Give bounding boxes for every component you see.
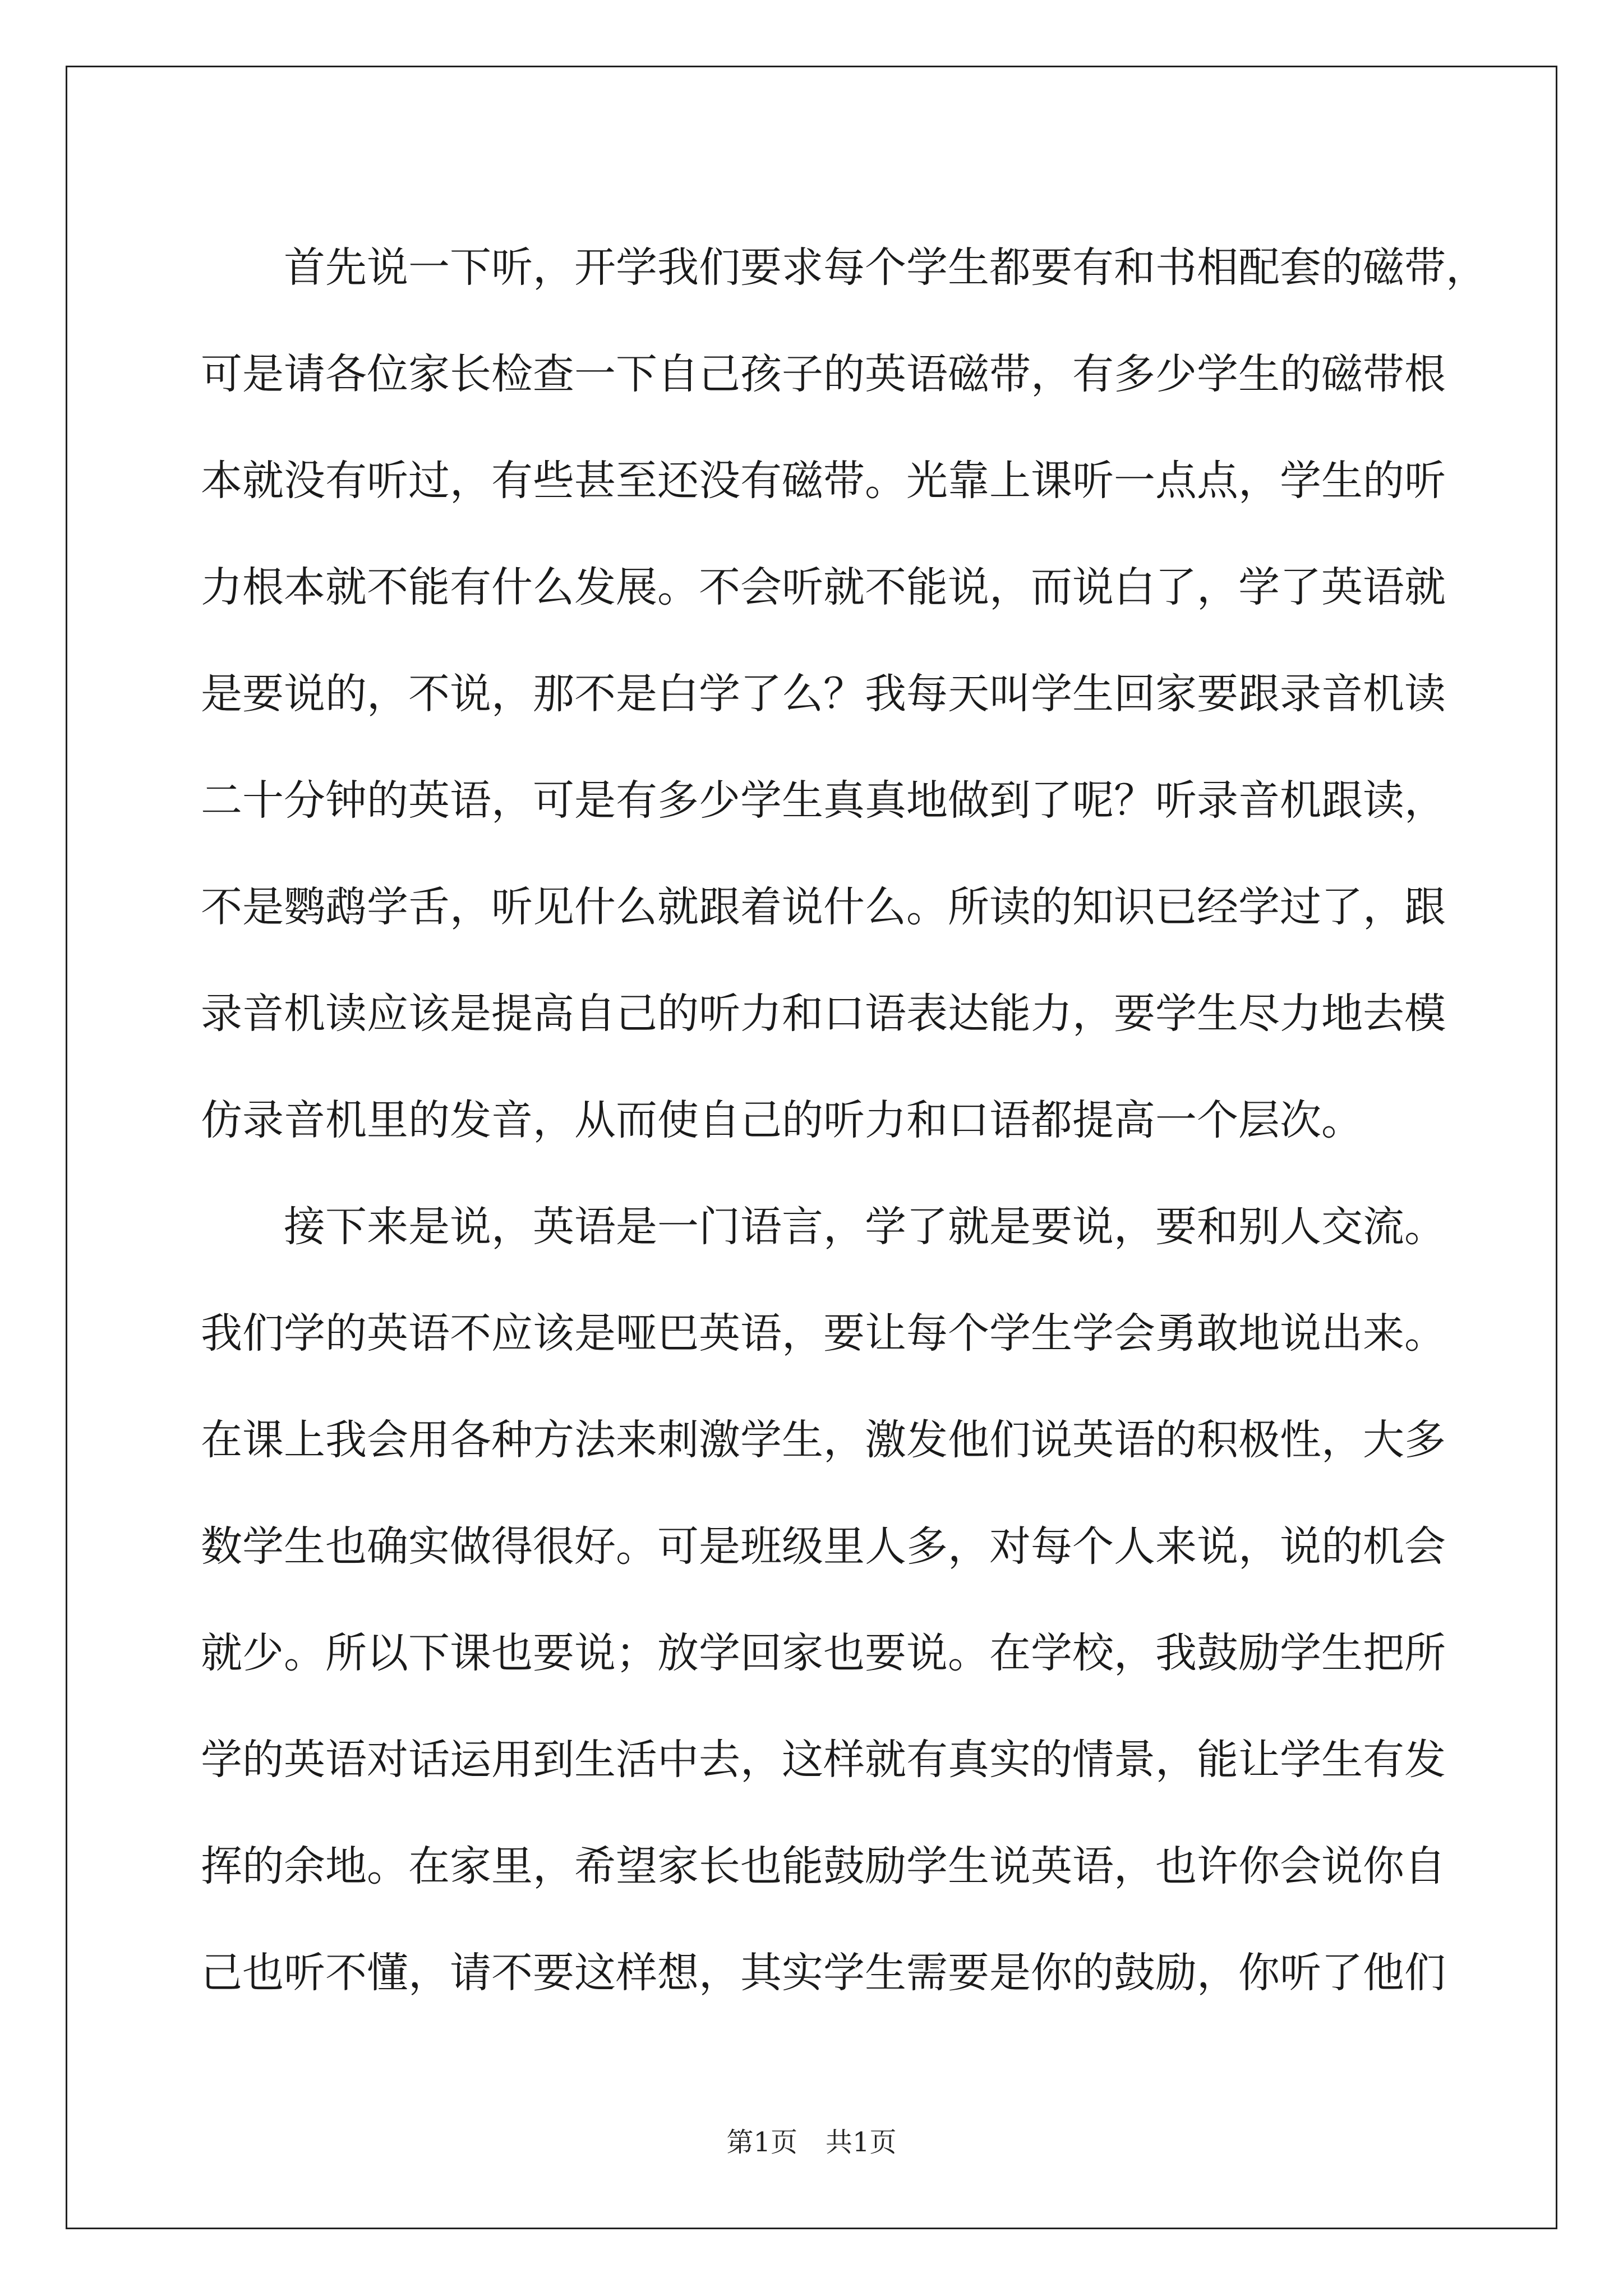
page-number: 第1页 — [726, 2127, 797, 2158]
page-total: 共1页 — [826, 2127, 897, 2158]
paragraph-2-line-1: 接下来是说，英语是一门语言，学了就是要说，要和别人交流。 — [284, 1203, 1446, 1251]
paragraph-1-line-9: 仿录音机里的发音，从而使自己的听力和口语都提高一个层次。 — [201, 1096, 1363, 1144]
paragraph-2-line-3: 在课上我会用各种方法来刺激学生，激发他们说英语的积极性，大多 — [201, 1416, 1446, 1464]
paragraph-1-line-2: 可是请各位家长检查一下自己孩子的英语磁带，有多少学生的磁带根 — [201, 350, 1446, 398]
paragraph-2-line-8: 己也听不懂，请不要这样想，其实学生需要是你的鼓励，你听了他们 — [201, 1949, 1446, 1997]
document-body — [201, 214, 1487, 2026]
paragraph-2-line-4: 数学生也确实做得很好。可是班级里人多，对每个人来说，说的机会 — [201, 1522, 1446, 1571]
paragraph-1-line-3: 本就没有听过，有些甚至还没有磁带。光靠上课听一点点，学生的听 — [201, 457, 1446, 505]
page-footer — [0, 2120, 1623, 2159]
paragraph-2-line-2: 我们学的英语不应该是哑巴英语，要让每个学生学会勇敢地说出来。 — [201, 1309, 1446, 1358]
paragraph-1-line-8: 录音机读应该是提高自己的听力和口语表达能力，要学生尽力地去模 — [201, 990, 1446, 1038]
paragraph-2-line-6: 学的英语对话运用到生活中去，这样就有真实的情景，能让学生有发 — [201, 1736, 1446, 1784]
paragraph-1-line-4: 力根本就不能有什么发展。不会听就不能说，而说白了，学了英语就 — [201, 563, 1446, 611]
paragraph-1-line-6: 二十分钟的英语，可是有多少学生真真地做到了呢？听录音机跟读， — [201, 776, 1446, 825]
paragraph-1-line-1: 首先说一下听，开学我们要求每个学生都要有和书相配套的磁带， — [284, 243, 1487, 292]
paragraph-2-line-5: 就少。所以下课也要说；放学回家也要说。在学校，我鼓励学生把所 — [201, 1629, 1446, 1677]
paragraph-1-line-5: 是要说的，不说，那不是白学了么？我每天叫学生回家要跟录音机读 — [201, 670, 1446, 718]
paragraph-1-line-7: 不是鹦鹉学舌，听见什么就跟着说什么。所读的知识已经学过了，跟 — [201, 883, 1446, 931]
paragraph-2-line-7: 挥的余地。在家里，希望家长也能鼓励学生说英语，也许你会说你自 — [201, 1842, 1446, 1890]
